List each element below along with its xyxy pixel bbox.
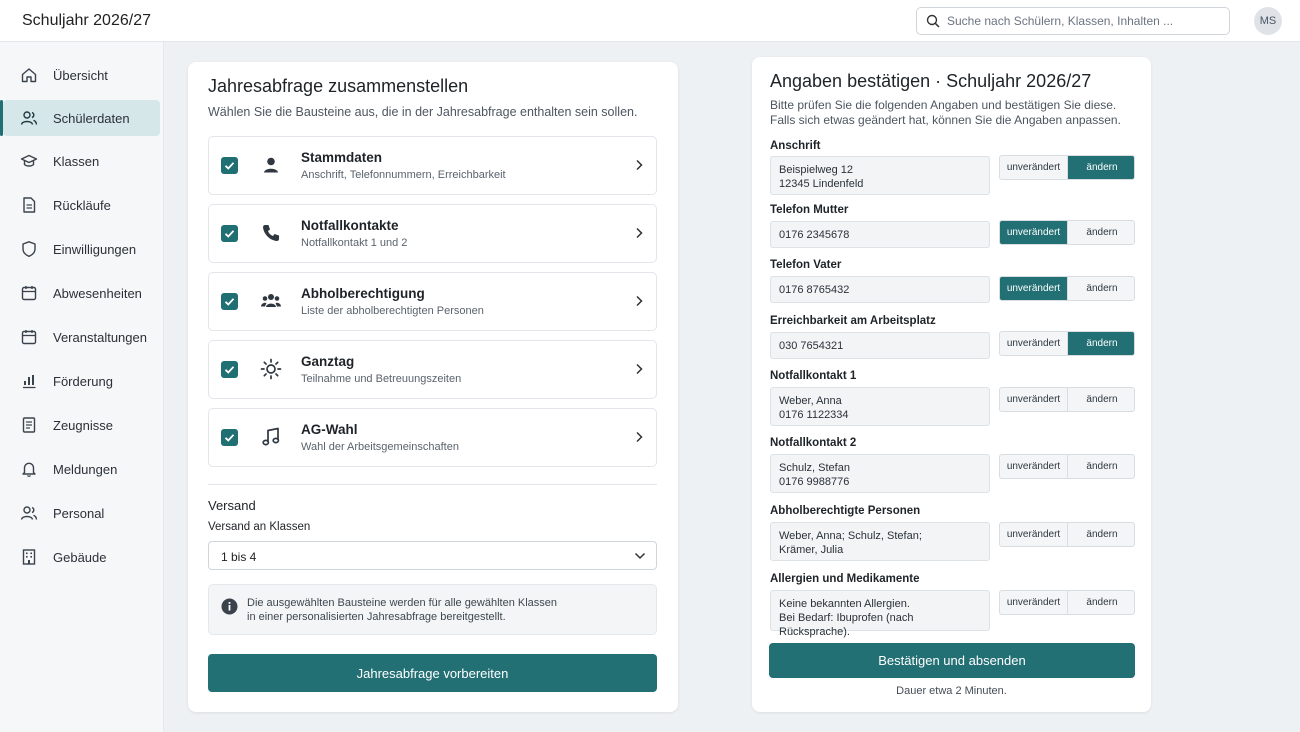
sidebar-item-label: Zeugnisse [53, 418, 113, 433]
field-label-anschrift: Anschrift [770, 140, 821, 152]
sidebar-item-label: Klassen [53, 154, 100, 169]
person-icon [260, 154, 282, 176]
info-text-line: in einer personalisierten Jahresabfrage bereitgestellt. [247, 611, 506, 623]
chevron-right-icon [634, 227, 644, 239]
sidebar-item-foerderung[interactable] [3, 363, 160, 399]
home-icon [20, 66, 38, 84]
shipping-select[interactable] [208, 541, 657, 570]
field-value-line: Bei Bedarf: Ibuprofen (nach Rücksprache). [779, 612, 914, 638]
graduation-cap-icon [20, 152, 38, 170]
shield-icon [20, 240, 38, 258]
change-option[interactable]: ändern [1086, 394, 1118, 405]
field-value-line: 0176 9988776 [779, 476, 850, 488]
module-title: Abholberechtigung [301, 286, 425, 301]
unchanged-option[interactable]: unverändert [1000, 591, 1068, 614]
sun-icon [260, 358, 282, 380]
divider [208, 484, 657, 485]
field-value-line: 0176 8765432 [779, 284, 850, 296]
segment-allergien [999, 590, 1135, 615]
field-label-erreichbarkeit: Erreichbarkeit am Arbeitsplatz [770, 315, 936, 327]
module-checkbox[interactable] [221, 293, 238, 310]
unchanged-option[interactable]: unverändert [1000, 277, 1068, 300]
change-option[interactable]: ändern [1086, 461, 1118, 472]
info-text [247, 596, 627, 624]
change-option[interactable]: ändern [1086, 597, 1118, 608]
field-value-line: Krämer, Julia [779, 544, 844, 556]
sidebar-item-meldungen[interactable] [3, 451, 160, 487]
prepare-survey-button[interactable]: Jahresabfrage vorbereiten [208, 654, 657, 692]
module-title: Ganztag [301, 354, 355, 369]
search-input[interactable] [947, 12, 1223, 30]
app-title: Schuljahr 2026/27 [22, 12, 151, 29]
field-value-line: Weber, Anna [779, 395, 842, 407]
module-title: Stammdaten [301, 150, 383, 165]
module-ag-wahl[interactable] [208, 408, 657, 467]
shipping-label: Versand an Klassen [208, 521, 311, 533]
checkmark-icon [223, 431, 236, 444]
sidebar-item-label: Einwilligungen [53, 242, 137, 257]
sidebar-item-label: Meldungen [53, 462, 118, 477]
field-value-line: 12345 Lindenfeld [779, 178, 864, 190]
unchanged-option[interactable]: unverändert [1000, 388, 1068, 411]
field-value-anschrift [770, 156, 990, 195]
module-description: Liste der abholberechtigten Personen [301, 305, 484, 317]
sidebar-item-personal[interactable] [3, 495, 160, 531]
sidebar-item-abwesenheiten[interactable] [3, 275, 160, 311]
people-icon [20, 504, 38, 522]
unchanged-option[interactable]: unverändert [1000, 332, 1068, 355]
segment-telefon-mutter [999, 220, 1135, 245]
group-icon [260, 290, 282, 312]
change-option[interactable]: ändern [1068, 156, 1135, 179]
sidebar-item-label: Gebäude [53, 550, 107, 565]
chevron-right-icon [634, 295, 644, 307]
chevron-right-icon [634, 363, 644, 375]
field-label-notfallkontakt-2: Notfallkontakt 2 [770, 437, 857, 449]
sidebar-item-schuelerdaten[interactable] [3, 100, 160, 136]
top-bar [0, 0, 1300, 42]
field-value-line: Beispielweg 12 [779, 164, 853, 176]
module-abholberechtigung[interactable] [208, 272, 657, 331]
search-box[interactable] [916, 7, 1230, 35]
shipping-select-value: 1 bis 4 [221, 550, 257, 564]
building-icon [20, 548, 38, 566]
field-value-line: Keine bekannten Allergien. [779, 598, 910, 610]
bar-chart-icon [20, 372, 38, 390]
module-description: Anschrift, Telefonnummern, Erreichbarkeit [301, 169, 506, 181]
report-icon [20, 416, 38, 434]
field-value-line: Weber, Anna; Schulz, Stefan; [779, 530, 922, 542]
module-title: AG-Wahl [301, 422, 358, 437]
sidebar-item-label: Schülerdaten [53, 111, 130, 126]
search-icon [926, 14, 940, 28]
change-option[interactable]: ändern [1086, 283, 1118, 294]
sidebar-item-ruecklaeufe[interactable] [3, 187, 160, 223]
chevron-down-icon [634, 551, 646, 561]
field-label-telefon-vater: Telefon Vater [770, 259, 842, 271]
info-text-line: Die ausgewählten Bausteine werden für alle gewählten Klassen [247, 597, 558, 609]
checkmark-icon [223, 295, 236, 308]
sidebar-item-label: Förderung [53, 374, 113, 389]
checkmark-icon [223, 363, 236, 376]
document-icon [20, 196, 38, 214]
segment-telefon-vater [999, 276, 1135, 301]
calendar-icon [20, 328, 38, 346]
field-value-telefon-vater [770, 276, 990, 303]
module-description: Notfallkontakt 1 und 2 [301, 237, 408, 249]
sidebar [0, 42, 164, 732]
compose-subtitle: Wählen Sie die Bausteine aus, die in der Jahresabfrage enthalten sein sollen. [208, 105, 638, 119]
field-value-allergien [770, 590, 990, 638]
duration-note: Dauer etwa 2 Minuten. [896, 685, 1007, 697]
shipping-heading: Versand [208, 498, 256, 513]
sidebar-item-label: Übersicht [53, 68, 108, 83]
field-value-line: 030 7654321 [779, 340, 844, 352]
module-notfallkontakte[interactable] [208, 204, 657, 263]
confirm-card [752, 57, 1151, 712]
module-title: Notfallkontakte [301, 218, 399, 233]
segment-notfallkontakt-1 [999, 387, 1135, 412]
module-checkbox[interactable] [221, 429, 238, 446]
confirm-submit-button[interactable]: Bestätigen und absenden [769, 643, 1135, 678]
field-value-telefon-mutter [770, 221, 990, 248]
module-checkbox[interactable] [221, 361, 238, 378]
checkmark-icon [223, 159, 236, 172]
module-ganztag[interactable] [208, 340, 657, 399]
compose-title: Jahresabfrage zusammenstellen [208, 76, 469, 96]
chevron-right-icon [634, 431, 644, 443]
sidebar-item-gebaeude[interactable] [3, 539, 160, 575]
sidebar-item-veranstaltungen[interactable] [3, 319, 160, 355]
field-value-line: 0176 1122334 [779, 409, 849, 421]
module-checkbox[interactable] [221, 225, 238, 242]
sidebar-item-uebersicht[interactable] [3, 57, 160, 93]
segment-abholberechtigte [999, 522, 1135, 547]
field-label-notfallkontakt-1: Notfallkontakt 1 [770, 370, 857, 382]
confirm-subtitle-line: Falls sich etwas geändert hat, können Sie die Angaben anpassen. [770, 113, 1121, 127]
sidebar-item-label: Rückläufe [53, 198, 111, 213]
field-value-notfallkontakt-1 [770, 387, 990, 426]
sidebar-item-klassen[interactable] [3, 143, 160, 179]
module-description: Wahl der Arbeitsgemeinschaften [301, 441, 459, 453]
unchanged-option[interactable]: unverändert [1000, 156, 1068, 179]
phone-icon [260, 222, 282, 244]
info-icon [221, 598, 238, 615]
change-option[interactable]: ändern [1086, 227, 1118, 238]
change-option[interactable]: ändern [1068, 332, 1135, 355]
confirm-subtitle-line: Bitte prüfen Sie die folgenden Angaben und bestätigen Sie diese. [770, 98, 1117, 112]
checkmark-icon [223, 227, 236, 240]
module-description: Teilnahme und Betreuungszeiten [301, 373, 462, 385]
sidebar-item-einwilligungen[interactable] [3, 231, 160, 267]
field-label-telefon-mutter: Telefon Mutter [770, 204, 849, 216]
compose-card [188, 62, 678, 712]
module-stammdaten[interactable] [208, 136, 657, 195]
module-checkbox[interactable] [221, 157, 238, 174]
field-value-erreichbarkeit [770, 332, 990, 359]
field-value-line: 0176 2345678 [779, 229, 850, 241]
unchanged-option[interactable]: unverändert [1000, 221, 1068, 244]
field-value-line: Schulz, Stefan [779, 462, 850, 474]
unchanged-option[interactable]: unverändert [1000, 455, 1068, 478]
segment-erreichbarkeit [999, 331, 1135, 356]
confirm-title: Angaben bestätigen · Schuljahr 2026/27 [770, 71, 1092, 91]
sidebar-item-label: Veranstaltungen [53, 330, 147, 345]
segment-anschrift [999, 155, 1135, 180]
sidebar-item-zeugnisse[interactable] [3, 407, 160, 443]
bell-icon [20, 460, 38, 478]
change-option[interactable]: ändern [1086, 529, 1118, 540]
avatar[interactable]: MS [1254, 7, 1282, 35]
sidebar-item-label: Abwesenheiten [53, 286, 142, 301]
music-note-icon [260, 426, 282, 448]
segment-notfallkontakt-2 [999, 454, 1135, 479]
chevron-right-icon [634, 159, 644, 171]
field-label-allergien: Allergien und Medikamente [770, 573, 920, 585]
unchanged-option[interactable]: unverändert [1000, 523, 1068, 546]
calendar-icon [20, 284, 38, 302]
info-box [208, 584, 657, 635]
field-value-notfallkontakt-2 [770, 454, 990, 493]
field-label-abholberechtigte: Abholberechtigte Personen [770, 505, 921, 517]
sidebar-item-label: Personal [53, 506, 105, 521]
field-value-abholberechtigte [770, 522, 990, 561]
users-icon [20, 109, 38, 127]
